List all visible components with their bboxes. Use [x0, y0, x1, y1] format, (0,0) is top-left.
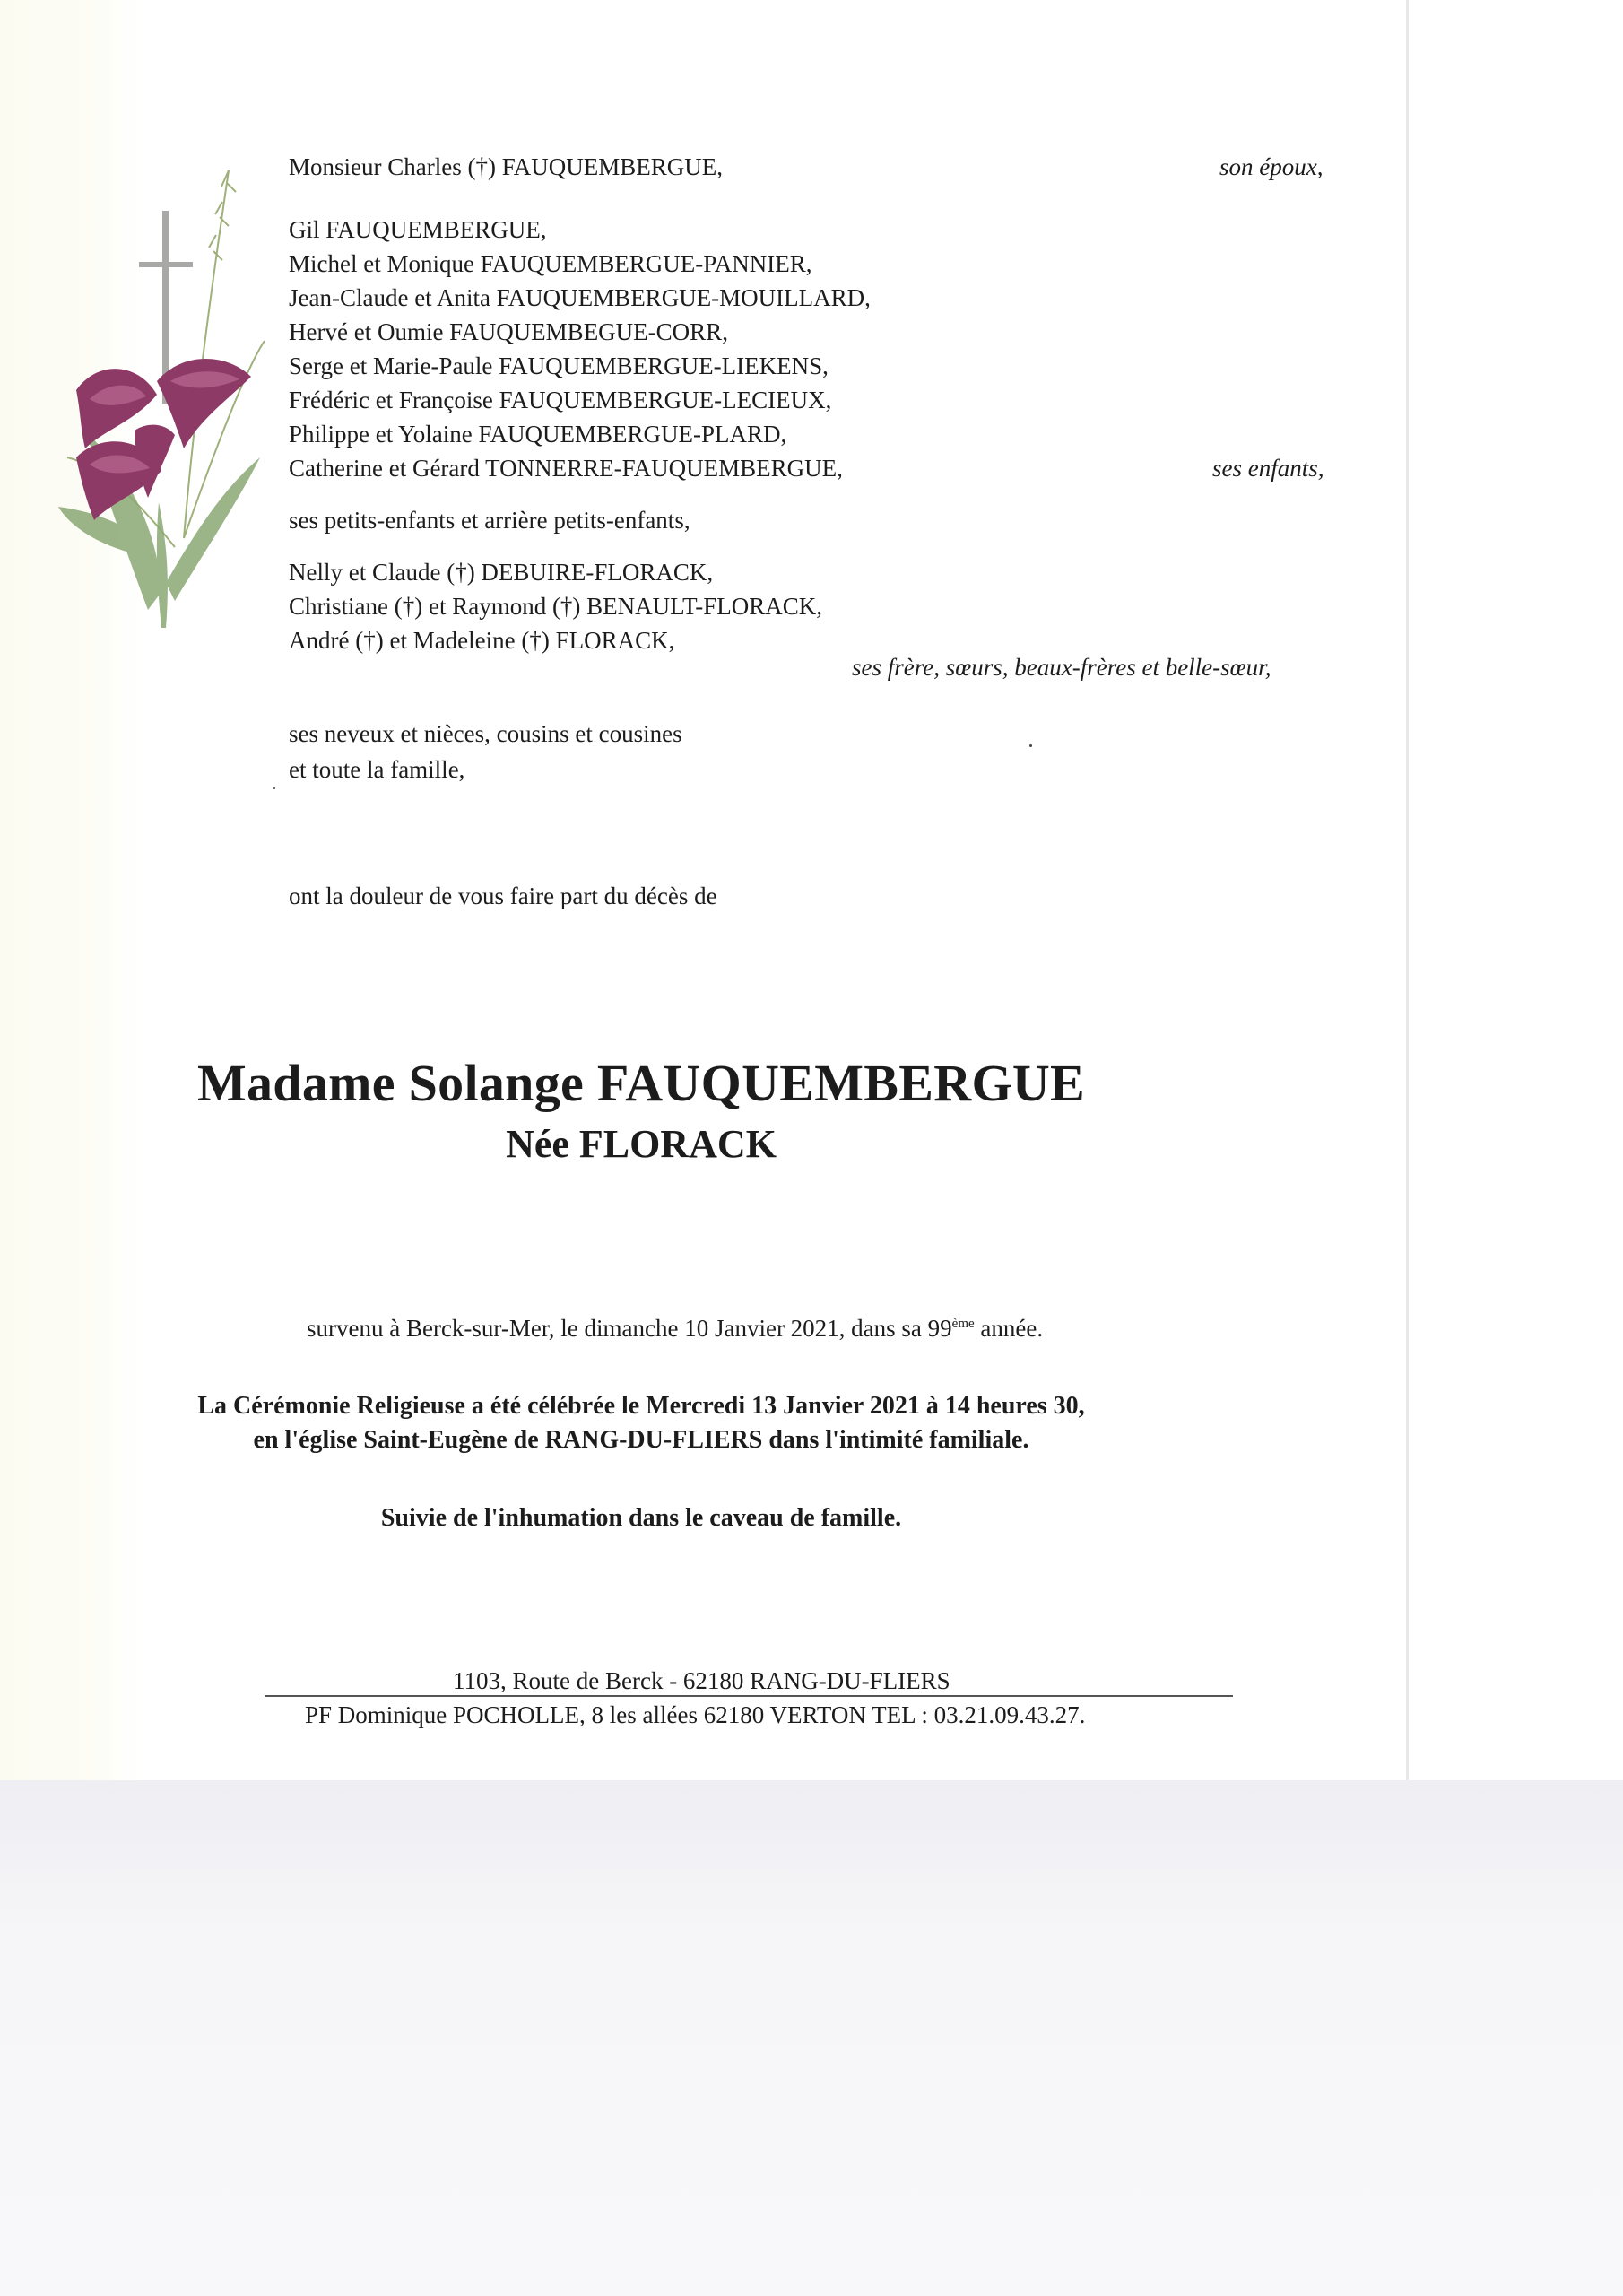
list-item: Philippe et Yolaine FAUQUEMBERGUE-PLARD, — [289, 421, 787, 448]
deceased-name: Madame Solange FAUQUEMBERGUE — [196, 1054, 1086, 1112]
list-item: Christiane (†) et Raymond (†) BENAULT-FLORACK, — [289, 593, 822, 620]
announcement-text: ont la douleur de vous faire part du décès de — [289, 883, 717, 909]
burial-text: Suivie de l'inhumation dans le caveau de famille. — [380, 1504, 902, 1532]
list-item: Gil FAUQUEMBERGUE, — [289, 216, 547, 243]
husband-relation: son époux, — [1219, 153, 1324, 180]
list-item: Michel et Monique FAUQUEMBERGUE-PANNIER, — [289, 250, 812, 277]
footer-divider — [265, 1695, 1233, 1697]
ceremony-line: en l'église Saint-Eugène de RANG-DU-FLIERS dans l'intimité familiale. — [253, 1426, 1029, 1454]
scanner-background — [0, 1780, 1623, 2296]
husband-name: Monsieur Charles (†) FAUQUEMBERGUE, — [289, 153, 723, 180]
scan-speck — [273, 787, 275, 789]
maiden-name: Née FLORACK — [506, 1122, 777, 1166]
list-item: Jean-Claude et Anita FAUQUEMBERGUE-MOUILLARD, — [289, 284, 871, 311]
cross-and-calla-lily-icon — [49, 161, 269, 628]
list-item: Frédéric et Françoise FAUQUEMBERGUE-LECIEUX, — [289, 387, 832, 413]
page-edge — [1406, 0, 1409, 1780]
grandchildren-line: ses petits-enfants et arrière petits-enfants, — [289, 507, 690, 534]
list-item: Serge et Marie-Paule FAUQUEMBERGUE-LIEKENS, — [289, 352, 829, 379]
footer-address: 1103, Route de Berck - 62180 RANG-DU-FLIERS — [453, 1667, 950, 1694]
ceremony-line: La Cérémonie Religieuse a été célébrée le Mercredi 13 Janvier 2021 à 14 heures 30, — [197, 1392, 1085, 1420]
list-item: Catherine et Gérard TONNERRE-FAUQUEMBERGUE, — [289, 455, 843, 482]
siblings-relation: ses frère, sœurs, beaux-frères et belle-sœur, — [852, 654, 1271, 681]
extended-family-line: ses neveux et nièces, cousins et cousines — [289, 720, 682, 747]
scan-speck — [1029, 744, 1032, 747]
extended-family-line: et toute la famille, — [289, 756, 465, 783]
death-details: survenu à Berck-sur-Mer, le dimanche 10 Janvier 2021, dans sa 99ème année. — [307, 1315, 1044, 1342]
list-item: Nelly et Claude (†) DEBUIRE-FLORACK, — [289, 559, 714, 586]
list-item: André (†) et Madeleine (†) FLORACK, — [289, 627, 675, 654]
list-item: Hervé et Oumie FAUQUEMBEGUE-CORR, — [289, 318, 728, 345]
children-relation: ses enfants, — [1212, 455, 1324, 482]
footer-funeral-home: PF Dominique POCHOLLE, 8 les allées 62180 VERTON TEL : 03.21.09.43.27. — [305, 1701, 1086, 1728]
